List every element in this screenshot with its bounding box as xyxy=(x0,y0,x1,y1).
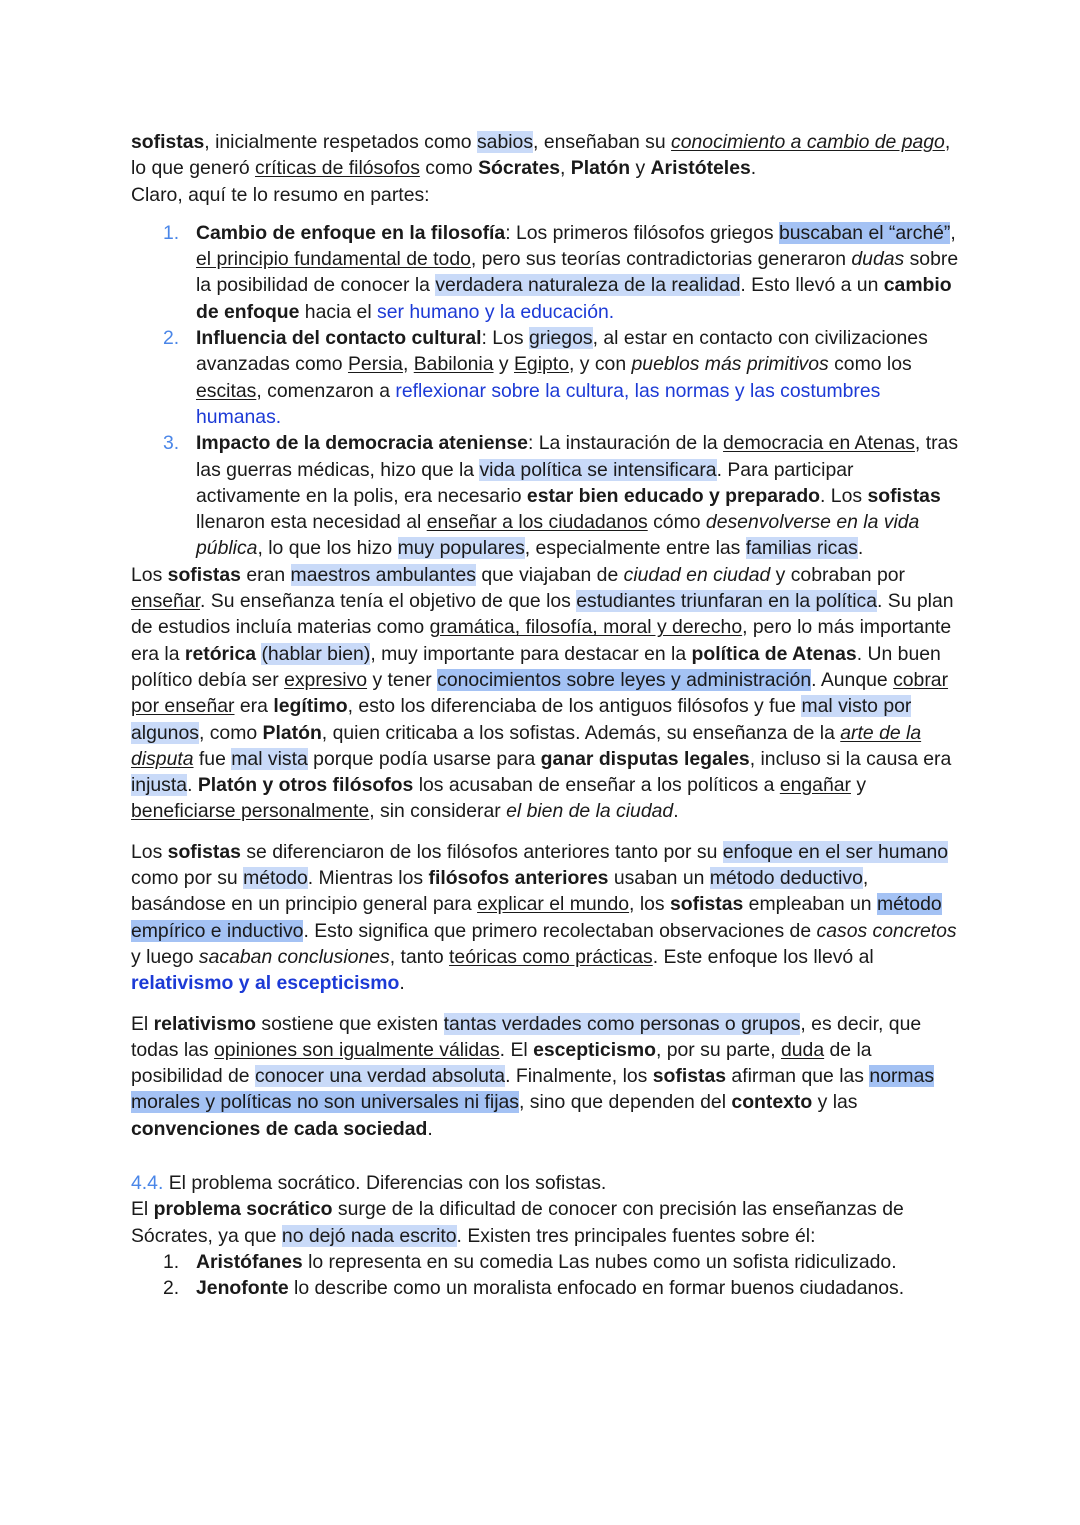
method-paragraph: Los sofistas se diferenciaron de los filósofos anteriores tanto por su enfoque en el ser humano como por su método. Mientras los filósofos anteriores usaban un método deductivo, basándose en un principio general para explicar el mundo, los sofistas empleaban un método empírico e inductivo. Esto significa que primero recolectaban observaciones de casos concretos y luego sacaban conclusiones, tanto teóricas como prácticas. Este enfoque los llevó al relativismo y al escepticismo. xyxy=(131,840,957,995)
intro-paragraph: sofistas, inicialmente respetados como sabios, enseñaban su conocimiento a cambio de pago, lo que generó críticas de filósofos como Sócrates, Platón y Aristóteles. xyxy=(131,131,951,180)
list-number: 1. xyxy=(163,1250,180,1273)
summary-intro: Claro, aquí te lo resumo en partes: xyxy=(131,183,430,206)
list-number: 2. xyxy=(163,327,180,350)
underlined-text: críticas de filósofos xyxy=(255,157,420,180)
blue-text: ser humano y la educación. xyxy=(377,300,615,323)
document-page xyxy=(131,129,961,1301)
list-number: 1. xyxy=(163,221,180,244)
section-heading xyxy=(131,1170,961,1196)
list-item: 3. Impacto de la democracia ateniense: La instauración de la democracia en Atenas, tras las guerras médicas, hizo que la vida política se intensificara. Para participar activamente en la polis, era necesario estar bien educado y preparado. Los sofistas llenaron esta necesidad al enseñar a los ciudadanos cómo desenvolverse en la vida pública, lo que los hizo muy populares, especialmente entre las familias ricas. xyxy=(163,432,959,560)
list-item: 2. Jenofonte lo describe como un moralista enfocado en formar buenos ciudadanos. xyxy=(131,1275,961,1301)
underlined-text: el principio fundamental de todo xyxy=(196,248,471,271)
highlight: griegos xyxy=(528,327,593,350)
sofistas-paragraph: Los sofistas eran maestros ambulantes que viajaban de ciudad en ciudad y cobraban por enseñar. Su enseñanza tenía el objetivo de que los estudiantes triunfaran en la política. Su plan de estudios incluía materias como gramática, filosofía, moral y derecho, pero lo más importante era la retórica (hablar bien), muy importante para destacar en la política de Atenas. Un buen político debía ser expresivo y tener conocimientos sobre leyes y administración. Aunque cobrar por enseñar era legítimo, esto los diferenciaba de los antiguos filósofos y fue mal visto por algunos, como Platón, quien criticaba a los sofistas. Además, su enseñanza de la arte de la disputa fue mal vista porque podía usarse para ganar disputas legales, incluso si la causa era injusta. Platón y otros filósofos los acusaban de enseñar a los políticos a engañar y beneficiarse personalmente, sin considerar el bien de la ciudad. xyxy=(131,563,954,823)
list-item: 2. Influencia del contacto cultural: Los griegos, al estar en contacto con civilizaciones avanzadas como Persia, Babilonia y Egipto, y con pueblos más primitivos como los escitas, comenzaron a reflexionar sobre la cultura, las normas y las costumbres humanas. xyxy=(163,327,928,428)
list-item: 1. Cambio de enfoque en la filosofía: Los primeros filósofos griegos buscaban el “arché”, el principio fundamental de todo, pero sus teorías contradictorias generaron dudas sobre la posibilidad de conocer la verdadera naturaleza de la realidad. Esto llevó a un cambio de enfoque hacia el ser humano y la educación. xyxy=(163,221,959,323)
list-number: 2. xyxy=(163,1277,180,1300)
section-number: 4.4. xyxy=(131,1171,164,1194)
term-sofistas: sofistas xyxy=(131,131,205,153)
summary-list xyxy=(131,220,961,562)
blue-text: reflexionar sobre la cultura, las normas y las costumbres humanas. xyxy=(196,379,881,428)
underlined-text: conocimiento a cambio de pago xyxy=(671,131,945,153)
highlight: sabios xyxy=(476,131,534,153)
socratic-paragraph: El problema socrático surge de la dificultad de conocer con precisión las enseñanzas de Sócrates, ya que no dejó nada escrito. Existen tres principales fuentes sobre él: xyxy=(131,1198,904,1247)
highlight: vida política se intensificara xyxy=(479,458,717,481)
list-item: 1. Aristófanes lo representa en su comedia Las nubes como un sofista ridiculizado. xyxy=(131,1249,961,1275)
highlight: verdadera naturaleza de la realidad xyxy=(435,274,741,297)
section-title: El problema socrático. Diferencias con los sofistas. xyxy=(163,1171,607,1194)
relativism-paragraph: El relativismo sostiene que existen tantas verdades como personas o grupos, es decir, que todas las opiniones son igualmente válidas. El escepticismo, por su parte, duda de la posibilidad de conocer una verdad absoluta. Finalmente, los sofistas afirman que las normas morales y políticas no son universales ni fijas, sino que dependen del contexto y las convenciones de cada sociedad. xyxy=(131,1012,935,1140)
highlight: muy populares xyxy=(397,537,525,560)
list-number: 3. xyxy=(163,432,180,455)
highlight: buscaban el “arché” xyxy=(778,221,951,244)
highlight: familias ricas xyxy=(745,537,858,560)
sources-list xyxy=(131,1249,961,1302)
